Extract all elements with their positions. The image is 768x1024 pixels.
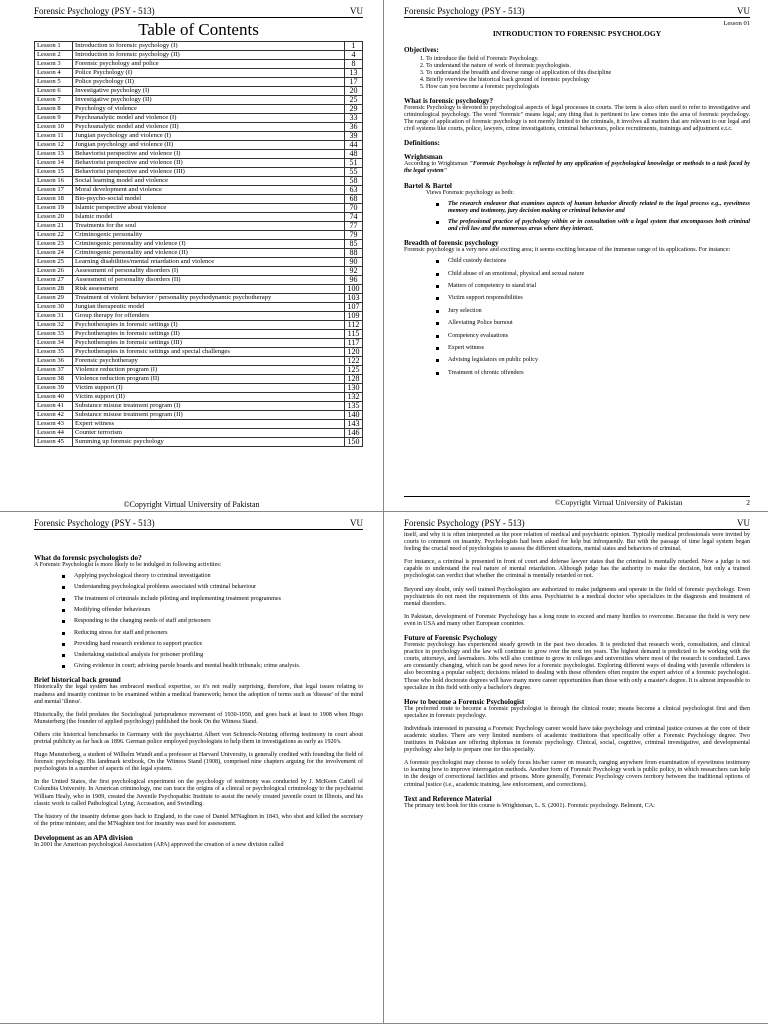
paragraph: A forensic psychologist may choose to solely focus his/her career on research, ranging anywhere from examination of eyewitness testimony to learning how to improve interrogation methods. Another form of Forensic Psychology work is public policy, in which researchers can help in the design of correctional facilities and prisons. More generally, Forensic Psychology covers territory between the traditional options of criminal justice (i.e., academic training, law enforcement, and corrections). <box>404 760 750 788</box>
table-row[interactable] <box>35 375 363 384</box>
list-item: 4. Briefly overview the historical back ground of forensic psychology <box>426 77 750 84</box>
toc-title-cell: Treatments for the soul <box>73 222 345 231</box>
toc-title-cell: Islamic perspective about violence <box>73 204 345 213</box>
toc-title-cell: Psychotherapies in forensic settings (III) <box>73 339 345 348</box>
toc-lesson-cell: Lesson 33 <box>35 330 73 339</box>
table-row[interactable] <box>35 141 363 150</box>
toc-page-cell: 4 <box>345 51 363 60</box>
toc-lesson-cell: Lesson 5 <box>35 78 73 87</box>
toc-title-cell: Bio-psycho-social model <box>73 195 345 204</box>
page-lesson-1 <box>384 0 768 512</box>
page-header <box>34 518 363 530</box>
toc-page-cell: 36 <box>345 123 363 132</box>
toc-lesson-cell: Lesson 39 <box>35 384 73 393</box>
quote: "Forensic Psychology is reflected by any application of psychological knowledge or methods to a task faced by the legal system" <box>404 161 750 175</box>
toc-lesson-cell: Lesson 19 <box>35 204 73 213</box>
toc-lesson-cell: Lesson 18 <box>35 195 73 204</box>
copyright: ©Copyright Virtual University of Pakistan <box>554 498 683 507</box>
table-row[interactable] <box>35 384 363 393</box>
toc-page-cell: 132 <box>345 393 363 402</box>
table-row[interactable] <box>35 339 363 348</box>
toc-page-cell: 130 <box>345 384 363 393</box>
table-row[interactable] <box>35 123 363 132</box>
list-item: Competency evaluations <box>448 333 750 340</box>
toc-lesson-cell: Lesson 6 <box>35 87 73 96</box>
toc-lesson-cell: Lesson 7 <box>35 96 73 105</box>
toc-title-cell: Learning disabilities/mental retardation and violence <box>73 258 345 267</box>
table-row[interactable] <box>35 357 363 366</box>
objectives-heading: Objectives: <box>404 46 439 54</box>
toc-lesson-cell: Lesson 34 <box>35 339 73 348</box>
toc-page-cell: 17 <box>345 78 363 87</box>
toc-page-cell: 55 <box>345 168 363 177</box>
section-heading: Text and Reference Material <box>404 794 492 803</box>
paragraph: In the United States, the first psychological experiment on the psychology of testimony was conducted by J. McKeen Cattell of Columbia University. In American criminology, one can trace the origins of a clinical or psychological criminology to the psychiatrist William Healy, who in 1909, created the Juvenile Psychopathic Institute to assist the newly created juvenile court in Illinois, and his classic work is called Pathological Lying, Accusation, and Swindling. <box>34 779 363 807</box>
toc-page-cell: 39 <box>345 132 363 141</box>
list-item: 1. To introduce the field of Forensic Psychology. <box>426 56 750 63</box>
toc-lesson-cell: Lesson 11 <box>35 132 73 141</box>
toc-title-cell: Psychoanalytic model and violence (I) <box>73 114 345 123</box>
vu-label: VU <box>737 6 750 16</box>
section-heading: Definitions: <box>404 139 440 148</box>
toc-table <box>34 41 363 447</box>
paragraph: Hugo Munsterberg, a student of Wilhelm Wundt and a professor at Harvard University, is generally credited with founding the field of forensic psychology. His landmark textbook, On the Witness Stand (1908), comprised nine chapters arguing for the involvement of psychologists in a number of aspects of the legal system. <box>34 752 363 773</box>
toc-lesson-cell: Lesson 10 <box>35 123 73 132</box>
table-row[interactable] <box>35 285 363 294</box>
toc-page-cell: 146 <box>345 429 363 438</box>
table-row[interactable] <box>35 429 363 438</box>
toc-title-cell: Police psychology (II) <box>73 78 345 87</box>
toc-lesson-cell: Lesson 20 <box>35 213 73 222</box>
toc-title-cell: Assessment of personality disorders (II) <box>73 276 345 285</box>
paragraph: Forensic psychology is a very new and exciting area; it seems exciting because of the immense range of its applications. For instance: <box>404 247 731 254</box>
toc-lesson-cell: Lesson 29 <box>35 294 73 303</box>
toc-lesson-cell: Lesson 15 <box>35 168 73 177</box>
toc-title-cell: Psychoanalytic model and violence (II) <box>73 123 345 132</box>
section-heading: Brief historical back ground <box>34 676 121 685</box>
toc-lesson-cell: Lesson 13 <box>35 150 73 159</box>
toc-page-cell: 90 <box>345 258 363 267</box>
toc-page-cell: 103 <box>345 294 363 303</box>
section-heading: How to become a Forensic Psychologist <box>404 697 525 706</box>
toc-title-cell: Islamic model <box>73 213 345 222</box>
paragraph: Views Forensic psychology as both: <box>426 189 514 196</box>
toc-page-cell: 85 <box>345 240 363 249</box>
toc-page-cell: 74 <box>345 213 363 222</box>
toc-title-cell: Introduction to forensic psychology (I) <box>73 42 345 51</box>
paragraph: A Forensic Psychologist is more likely to be indulged in following activities: <box>34 562 222 568</box>
toc-page-cell: 120 <box>345 348 363 357</box>
toc-page-cell: 79 <box>345 231 363 240</box>
list-item: Understanding psychological problems associated with criminal behaviour <box>74 584 363 591</box>
list-item: Giving evidence in court; advising parole boards and mental health tribunals; crime analysis. <box>74 663 363 670</box>
list-item: Responding to the changing needs of staff and prisoners <box>74 618 363 625</box>
toc-page-cell: 107 <box>345 303 363 312</box>
table-row[interactable] <box>35 114 363 123</box>
section-heading: Future of Forensic Psychology <box>404 634 497 643</box>
table-row[interactable] <box>35 51 363 60</box>
paragraph: Historically the legal system has embraced medical expertise, so it's not really surprising, therefore, that legal issues relating to madness and insanity continue to be examined within a medical framework; hence the adoption of terms such as 'disease' of the mind and mental 'illness'. <box>34 684 363 705</box>
list-item: Child custody decisions <box>448 258 750 265</box>
list-item: 2. To understand the nature of work of forensic psychologists. <box>426 63 750 70</box>
toc-page-cell: 140 <box>345 411 363 420</box>
list-item: Reducing stress for staff and prisoners <box>74 630 363 637</box>
paragraph: The history of the insanity defense goes back to England, to the case of Daniel M'Naghten in 1843, who shot and killed the secretary of the prime minister, and the M'Naghten test for insanity was used for assessment. <box>34 813 363 827</box>
lesson-number: Lesson 01 <box>723 20 750 27</box>
toc-page-cell: 20 <box>345 87 363 96</box>
section-heading: Bartel & Bartel <box>404 181 452 190</box>
paragraph <box>404 161 750 175</box>
toc-lesson-cell: Lesson 37 <box>35 366 73 375</box>
table-row[interactable] <box>35 438 363 447</box>
toc-page-cell: 128 <box>345 375 363 384</box>
toc-title-cell: Investigative psychology (I) <box>73 87 345 96</box>
toc-title-cell: Criminogenic personality and violence (II) <box>73 249 345 258</box>
table-row[interactable] <box>35 240 363 249</box>
toc-title-cell: Assessment of personality disorders (I) <box>73 267 345 276</box>
table-row[interactable] <box>35 186 363 195</box>
course-title: Forensic Psychology (PSY - 513) <box>34 6 155 16</box>
toc-lesson-cell: Lesson 36 <box>35 357 73 366</box>
toc-title-cell: Expert witness <box>73 420 345 429</box>
paragraph: Forensic psychology has experienced steady growth in the past two decades. It is predicted that research work, consultation, and clinical practice in psychology and the law will continue to grow over the next ten years. The highest demand is predicted to be working with the courts, attorneys, and lawmakers. Jobs will also continue to grow in colleges and universities where most of the research is conducted. Laws are constantly changing, which can be good news for a forensic psychologist. Exploring different ways of dealing with juvenile offenders is also becoming a popular subject; decisions related to dealing with these offenders often require the expert advice of a forensic psychologist. Those who hold doctorate degrees will have many more career opportunities than those with only a master's degree. It is almost impossible to specialize in this field with only a bachelor's degree. <box>404 642 750 691</box>
toc-title-cell: Jungian psychology and violence (I) <box>73 132 345 141</box>
section-heading: Development as an APA division <box>34 833 133 842</box>
table-row[interactable] <box>35 348 363 357</box>
list-item: The research endeavor that examines aspects of human behavior directly related to the legal process e.g., eyewitness memory and testimony, jury decision making or criminal behavior and <box>448 200 750 214</box>
paragraph: For instance, a criminal is presented in front of court and defense lawyer states that the criminal is mentally retarded. Now a judge is not capable to understand the real nature of mental retardation. Although judge has the authority to make the decision, but only a trained psychologist can verdict that whether the criminal is mentally retarded or not. <box>404 559 750 580</box>
table-row[interactable] <box>35 312 363 321</box>
toc-title-cell: Summing up forensic psychology <box>73 438 345 447</box>
toc-lesson-cell: Lesson 28 <box>35 285 73 294</box>
toc-title-cell: Risk assessment <box>73 285 345 294</box>
toc-lesson-cell: Lesson 43 <box>35 420 73 429</box>
toc-title-cell: Violence reduction program (II) <box>73 375 345 384</box>
table-row[interactable] <box>35 87 363 96</box>
toc-title-cell: Group therapy for offenders <box>73 312 345 321</box>
section-heading: What is forensic psychology? <box>404 97 494 105</box>
toc-page-cell: 8 <box>345 60 363 69</box>
toc-title-cell: Jungian therapeutic model <box>73 303 345 312</box>
toc-lesson-cell: Lesson 17 <box>35 186 73 195</box>
toc-title-cell: Forensic psychotherapy <box>73 357 345 366</box>
table-row[interactable] <box>35 168 363 177</box>
table-row[interactable] <box>35 213 363 222</box>
toc-title-cell: Moral development and violence <box>73 186 345 195</box>
toc-lesson-cell: Lesson 14 <box>35 159 73 168</box>
toc-page-cell: 13 <box>345 69 363 78</box>
toc-page-cell: 29 <box>345 105 363 114</box>
table-row[interactable] <box>35 258 363 267</box>
table-row[interactable] <box>35 42 363 51</box>
toc-page-cell: 68 <box>345 195 363 204</box>
list-item: The professional practice of psychology within or in consultation with a legal system that encompasses both criminal and civil law and the numerous areas where they interact. <box>448 219 750 233</box>
list-item: Advising legislators on public policy <box>448 357 750 364</box>
toc-title-cell: Treatment of violent behavior / personality psychodynamic psychotherapy <box>73 294 345 303</box>
page-toc <box>0 0 384 512</box>
toc-lesson-cell: Lesson 45 <box>35 438 73 447</box>
toc-page-cell: 125 <box>345 366 363 375</box>
table-row[interactable] <box>35 321 363 330</box>
toc-title-cell: Social learning model and violence <box>73 177 345 186</box>
table-row[interactable] <box>35 195 363 204</box>
toc-page-cell: 77 <box>345 222 363 231</box>
toc-lesson-cell: Lesson 22 <box>35 231 73 240</box>
table-row[interactable] <box>35 330 363 339</box>
toc-lesson-cell: Lesson 8 <box>35 105 73 114</box>
toc-lesson-cell: Lesson 26 <box>35 267 73 276</box>
vu-label: VU <box>737 518 750 528</box>
page-3 <box>0 512 384 1024</box>
paragraph: The preferred route to become a forensic psychologist is through the clinical route; means become a clinical psychologist first and then specialize in forensic psychology. <box>404 705 750 719</box>
toc-lesson-cell: Lesson 42 <box>35 411 73 420</box>
list-item: Child abuse of an emotional, physical and sexual nature <box>448 271 750 278</box>
toc-page-cell: 44 <box>345 141 363 150</box>
paragraph: Forensic Psychology is devoted to psychological aspects of legal processes in courts. The term is also often used to refer to investigative and criminological psychology. The word "forensic" means legal; any thing that is pertinent to law comes into the area of forensic psychology. The range of application of forensic psychology is not merely limited to the criminals, it involves all matters that are relevant to our legal and civil systems like courts, police, lawyers, crime investigations, criminal behaviours, police recruitments, trainings and adjustment e.t.c. <box>404 105 750 133</box>
toc-title-cell: Psychotherapies in forensic settings (II) <box>73 330 345 339</box>
bartel-list <box>404 201 750 234</box>
toc-lesson-cell: Lesson 32 <box>35 321 73 330</box>
page-footer <box>404 496 750 507</box>
list-item: The treatment of criminals include piloting and implementing treatment programmes <box>74 596 363 603</box>
toc-title-cell: Jungian psychology and violence (II) <box>73 141 345 150</box>
toc-page-cell: 115 <box>345 330 363 339</box>
page-4 <box>384 512 768 1024</box>
toc-page-cell: 109 <box>345 312 363 321</box>
page-header <box>404 518 750 530</box>
toc-page-cell: 143 <box>345 420 363 429</box>
toc-page-cell: 112 <box>345 321 363 330</box>
toc-lesson-cell: Lesson 3 <box>35 60 73 69</box>
breadth-list <box>404 258 750 377</box>
toc-page-cell: 135 <box>345 402 363 411</box>
table-row[interactable] <box>35 159 363 168</box>
table-row[interactable] <box>35 204 363 213</box>
table-row[interactable] <box>35 402 363 411</box>
toc-title-cell: Psychology of violence <box>73 105 345 114</box>
toc-title-cell: Psychotherapies in forensic settings (I) <box>73 321 345 330</box>
toc-lesson-cell: Lesson 38 <box>35 375 73 384</box>
toc-page-cell: 150 <box>345 438 363 447</box>
section-heading: Wrightsman <box>404 153 443 162</box>
toc-page-cell: 122 <box>345 357 363 366</box>
toc-page-cell: 25 <box>345 96 363 105</box>
toc-page-cell: 33 <box>345 114 363 123</box>
course-title: Forensic Psychology (PSY - 513) <box>404 518 525 528</box>
vu-label: VU <box>350 518 363 528</box>
toc-lesson-cell: Lesson 25 <box>35 258 73 267</box>
toc-lesson-cell: Lesson 31 <box>35 312 73 321</box>
toc-title-cell: Counter terrorism <box>73 429 345 438</box>
toc-title-cell: Violence reduction program (I) <box>73 366 345 375</box>
page-number: 2 <box>746 498 750 507</box>
list-item: Matters of competency to stand trial <box>448 283 750 290</box>
table-row[interactable] <box>35 303 363 312</box>
toc-lesson-cell: Lesson 35 <box>35 348 73 357</box>
section-heading: What do forensic psychologists do? <box>34 554 142 562</box>
toc-title-cell: Behaviorist perspective and violence (II) <box>73 159 345 168</box>
toc-lesson-cell: Lesson 24 <box>35 249 73 258</box>
table-row[interactable] <box>35 177 363 186</box>
toc-lesson-cell: Lesson 40 <box>35 393 73 402</box>
toc-title-cell: Forensic psychology and police <box>73 60 345 69</box>
copyright: ©Copyright Virtual University of Pakistan <box>123 500 260 509</box>
toc-title-cell: Criminogenic personality and violence (I) <box>73 240 345 249</box>
list-item: Victim support responsibilities <box>448 295 750 302</box>
toc-title: Table of Contents <box>138 20 259 39</box>
toc-title-cell: Substance misuse treatment program (II) <box>73 411 345 420</box>
toc-title-cell: Introduction to forensic psychology (II) <box>73 51 345 60</box>
list-item: Expert witness <box>448 345 750 352</box>
lesson-title: INTRODUCTION TO FORENSIC PSYCHOLOGY <box>492 29 662 38</box>
page-header <box>34 6 363 18</box>
table-row[interactable] <box>35 105 363 114</box>
toc-page-cell: 48 <box>345 150 363 159</box>
table-row[interactable] <box>35 420 363 429</box>
paragraph: In Pakistan, development of Forensic Psychology has a long route to exceed and many hurdles to overcome. Because the field is very new even in USA and many other European countries. <box>404 613 750 627</box>
toc-page-cell: 88 <box>345 249 363 258</box>
toc-title-cell: Investigative psychology (II) <box>73 96 345 105</box>
page-header <box>404 6 750 18</box>
toc-page-cell: 70 <box>345 204 363 213</box>
toc-lesson-cell: Lesson 4 <box>35 69 73 78</box>
toc-page-cell: 100 <box>345 285 363 294</box>
toc-page-cell: 58 <box>345 177 363 186</box>
list-item: Alleviating Police burnout <box>448 320 750 327</box>
toc-page-cell: 117 <box>345 339 363 348</box>
paragraph: Historically, the field predates the Sociological jurisprudence movement of 1930-1950, and goes back at least to 1908 when Hugo Munsterberg (the founder of applied psychology) published the book On the Witness Stand. <box>34 711 363 725</box>
toc-page-cell: 96 <box>345 276 363 285</box>
table-row[interactable] <box>35 222 363 231</box>
toc-lesson-cell: Lesson 27 <box>35 276 73 285</box>
text-run: According to Wrightsman <box>404 161 468 168</box>
table-row[interactable] <box>35 294 363 303</box>
toc-lesson-cell: Lesson 44 <box>35 429 73 438</box>
table-row[interactable] <box>35 249 363 258</box>
activities-list <box>34 573 363 670</box>
table-row[interactable] <box>35 132 363 141</box>
paragraph: In 2001 the American psychological Association (APA) approved the creation of a new division called <box>34 841 284 848</box>
paragraph: itself, and why it is often interpreted as the poor relation of medical and psychiatric opinion. Typically medical professionals were invited by courts to comment on insanity. Psychologists had been asked for help but infrequently. But with the passage of time legal system began feeling the crucial need of psychologists to assess the different situations, mental states and behaviors of criminal. <box>404 532 750 553</box>
table-row[interactable] <box>35 69 363 78</box>
toc-lesson-cell: Lesson 41 <box>35 402 73 411</box>
toc-lesson-cell: Lesson 2 <box>35 51 73 60</box>
table-row[interactable] <box>35 366 363 375</box>
paragraph: Individuals interested in pursuing a Forensic Psychology career would have take psychology and criminal justice courses at the core of their academic studies. There are very limited numbers of academic institutions that specifically offer a Forensic Psychology degree. Two institutes in Pakistan are offering diplomas in forensic psychology. Clinical, social, cognitive, criminal investigative, and developmental psychology also help to prepare one for this specialty. <box>404 725 750 754</box>
toc-page-cell: 1 <box>345 42 363 51</box>
table-row[interactable] <box>35 78 363 87</box>
list-item: Providing hard research evidence to support practice <box>74 641 363 648</box>
toc-title-cell: Victim support (II) <box>73 393 345 402</box>
toc-page-cell: 92 <box>345 267 363 276</box>
toc-lesson-cell: Lesson 1 <box>35 42 73 51</box>
list-item: Jury selection <box>448 308 750 315</box>
list-item: 3. To understand the breadth and diverse range of application of this discipline <box>426 70 750 77</box>
toc-lesson-cell: Lesson 9 <box>35 114 73 123</box>
toc-title-cell: Psychotherapies in forensic settings and special challenges <box>73 348 345 357</box>
toc-lesson-cell: Lesson 12 <box>35 141 73 150</box>
toc-lesson-cell: Lesson 16 <box>35 177 73 186</box>
toc-title-cell: Behaviorist perspective and violence (III) <box>73 168 345 177</box>
table-row[interactable] <box>35 267 363 276</box>
toc-title-cell: Police Psychology (I) <box>73 69 345 78</box>
toc-title-cell: Behaviorist perspective and violence (I) <box>73 150 345 159</box>
paragraph: Beyond any doubt, only well trained Psychologists are authorized to make judgments and operate in the field of forensic psychology. Even psychiatrists do not meet the requirements of this area. Psychiatrist is a medical doctor who specializes in the diagnosis and treatment of mental disorders. <box>404 586 750 607</box>
toc-title-cell: Criminogenic personality <box>73 231 345 240</box>
table-row[interactable] <box>35 150 363 159</box>
table-row[interactable] <box>35 96 363 105</box>
paragraph: Others cite historical benchmarks in Germany with the psychiatrist Albert von Schrenck-Notzing offering testimony in court about pretrial publicity as far back as 1896. German police employed psychologists to help them in investigations as early as 1920's. <box>34 731 363 745</box>
toc-lesson-cell: Lesson 23 <box>35 240 73 249</box>
toc-lesson-cell: Lesson 21 <box>35 222 73 231</box>
table-row[interactable] <box>35 393 363 402</box>
table-row[interactable] <box>35 60 363 69</box>
table-row[interactable] <box>35 231 363 240</box>
section-heading: Breadth of forensic psychology <box>404 239 499 248</box>
list-item: Undertaking statistical analysis for prisoner profiling <box>74 652 363 659</box>
course-title: Forensic Psychology (PSY - 513) <box>404 6 525 16</box>
list-item: Modifying offender behaviours <box>74 607 363 614</box>
table-row[interactable] <box>35 276 363 285</box>
list-item: 5. How can you become a forensic psychologists <box>426 84 750 91</box>
vu-label: VU <box>350 6 363 16</box>
toc-lesson-cell: Lesson 30 <box>35 303 73 312</box>
toc-title-cell: Victim support (I) <box>73 384 345 393</box>
course-title: Forensic Psychology (PSY - 513) <box>34 518 155 528</box>
list-item: Treatment of chronic offenders <box>448 370 750 377</box>
list-item: Applying psychological theory to criminal investigation <box>74 573 363 580</box>
paragraph: The primary text book for this course is Wrightsman, L. S. (2001). Forensic psychology. Belmont, CA: <box>404 802 655 809</box>
toc-title-cell: Substance misuse treatment program (I) <box>73 402 345 411</box>
table-row[interactable] <box>35 411 363 420</box>
objectives-list <box>404 56 750 91</box>
toc-page-cell: 51 <box>345 159 363 168</box>
toc-page-cell: 63 <box>345 186 363 195</box>
